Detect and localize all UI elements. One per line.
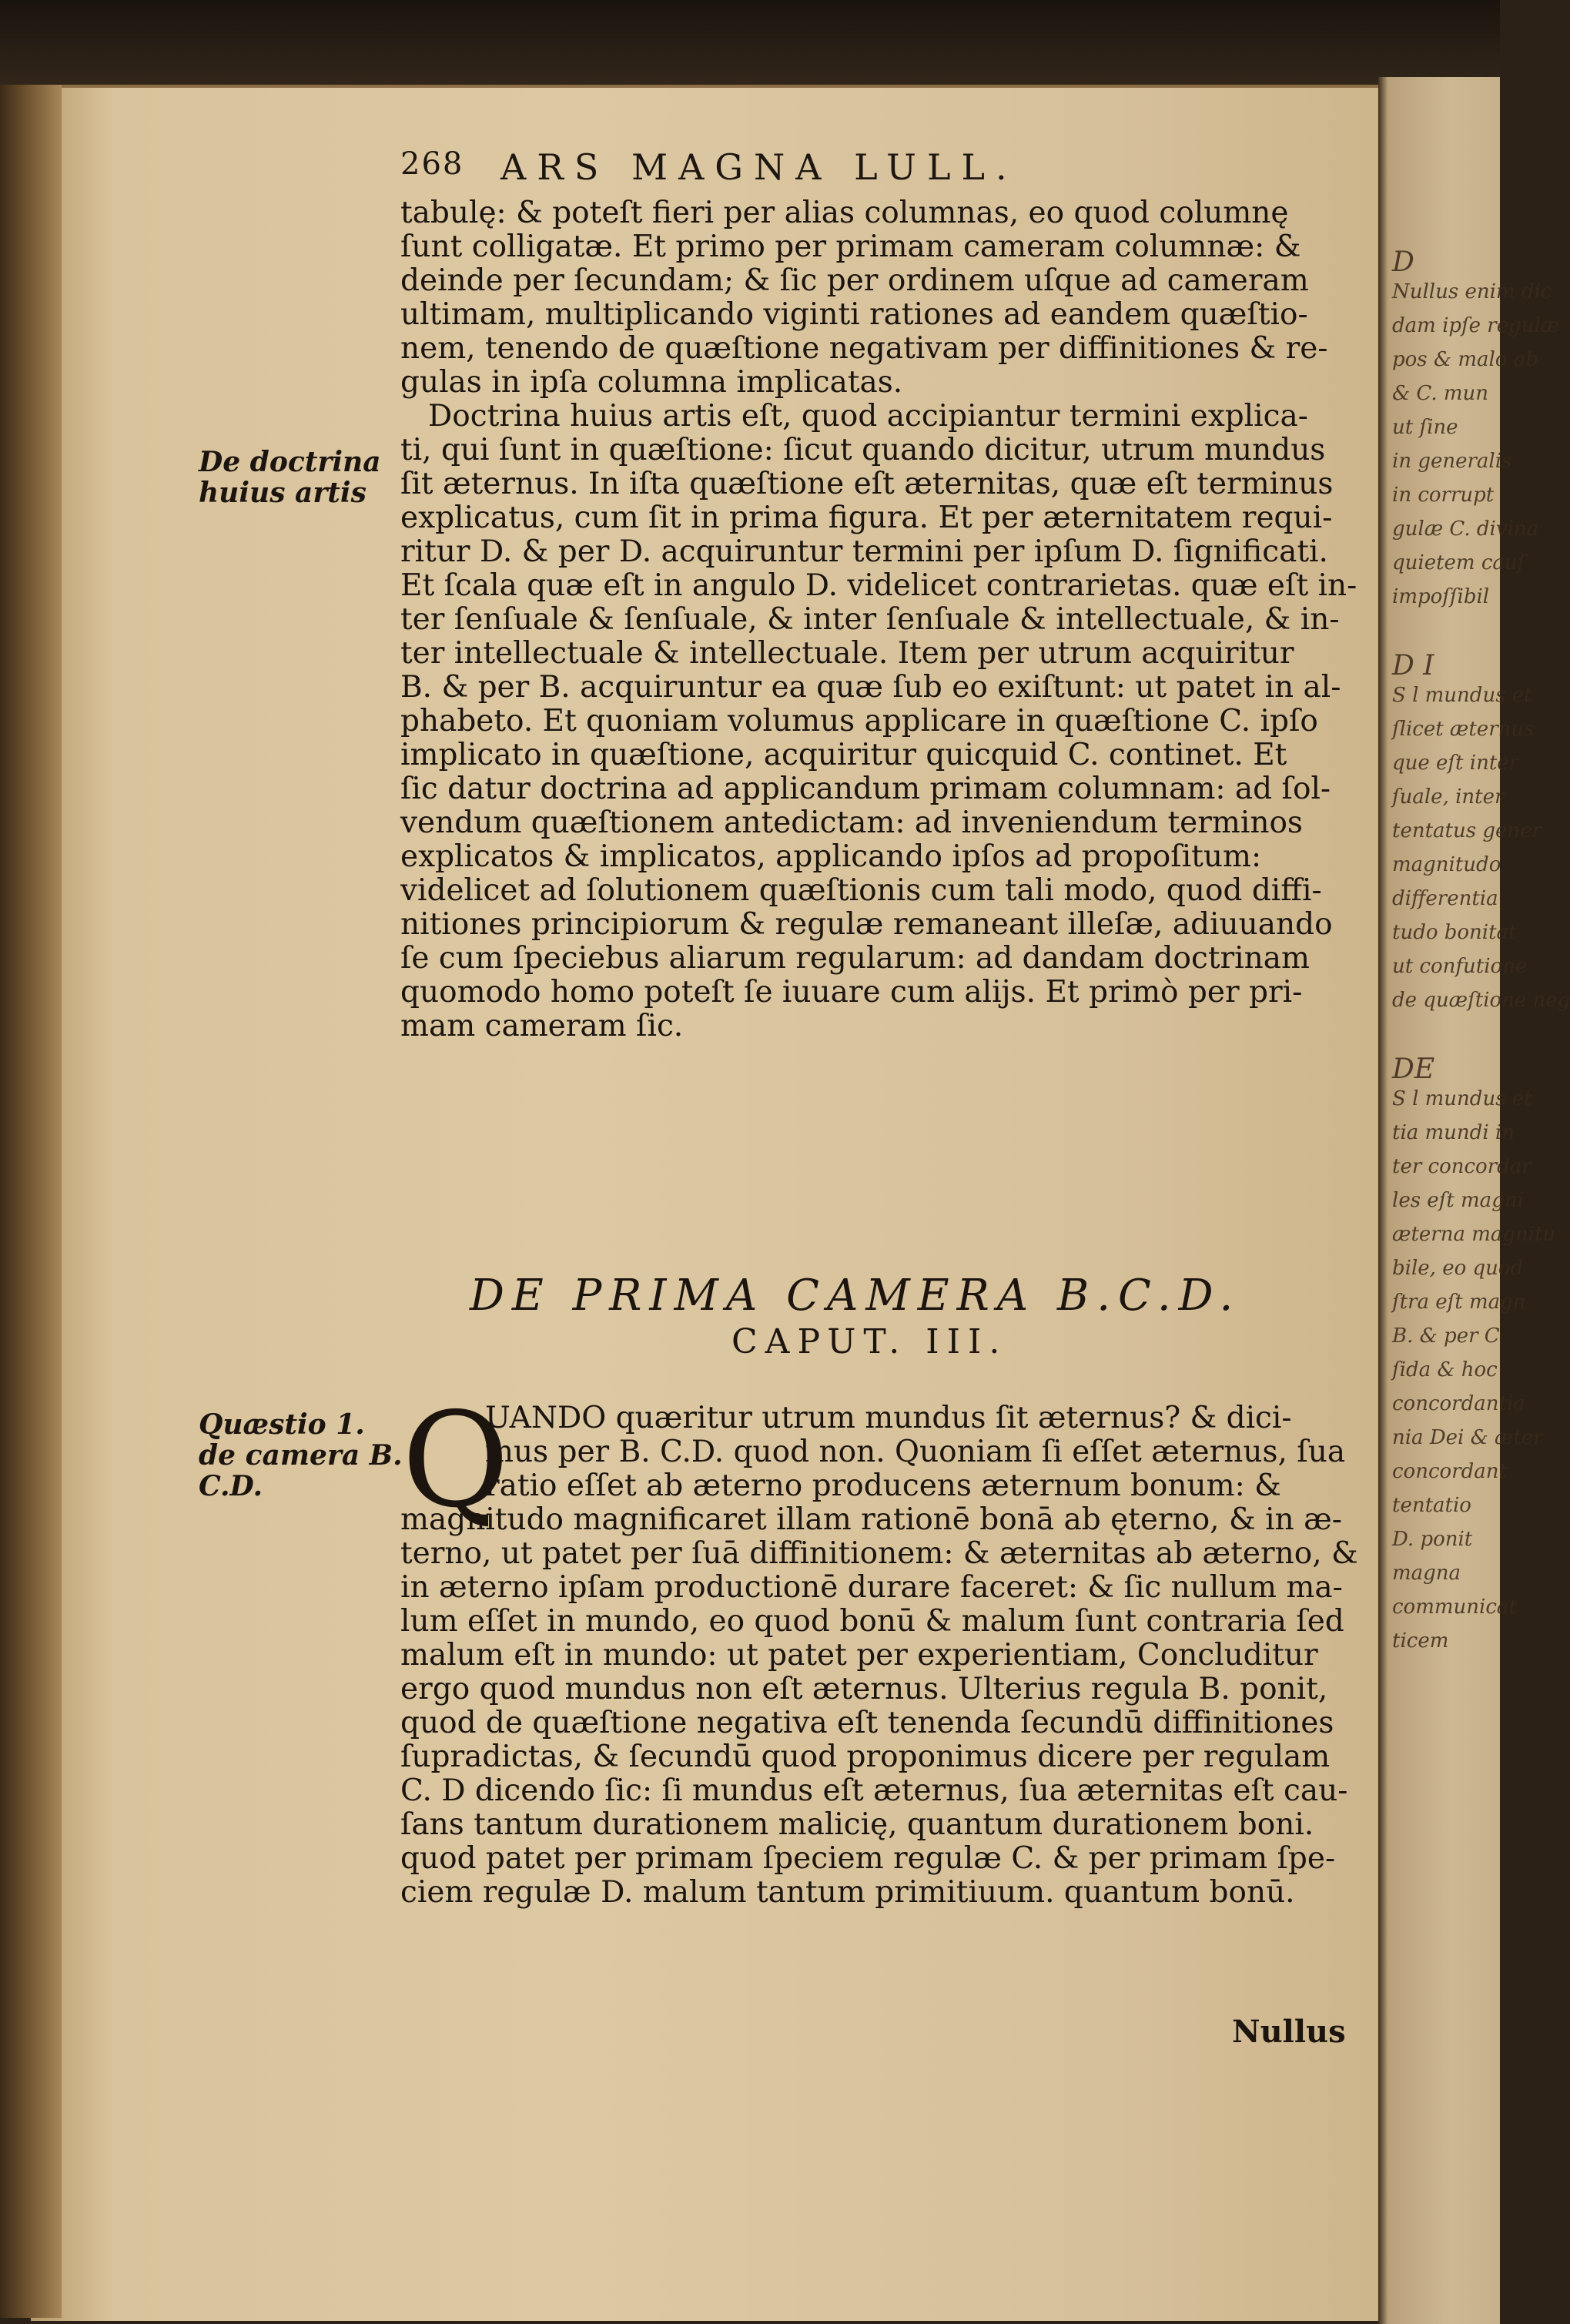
text-line: ter ſenſuale & ſenſuale, & inter ſenſuale & intellectuale, & in- — [400, 602, 1340, 637]
text-line: ſit æternus. In iſta quæſtione eſt æternitas, quæ eſt terminus — [400, 467, 1334, 501]
text-line: ſic datur doctrina ad applicandum primam columnam: ad ſol- — [400, 772, 1331, 806]
text-line: quod patet per primam ſpeciem regulæ C. & per primam ſpe- — [400, 1841, 1336, 1876]
margin-note-line: huius artis — [199, 477, 367, 509]
facing-page-fragment: nia Dei & æter — [1392, 1426, 1543, 1449]
text-line: terno, ut patet per ſuā diffinitionem: & æternitas ab æterno, & — [400, 1536, 1358, 1571]
text-line: ultimam, multiplicando viginti rationes ad eandem quæſtio- — [400, 297, 1308, 332]
text-line: Doctrina huius artis eſt, quod accipiantur termini explica- — [428, 399, 1308, 434]
margin-note-line: De doctrina — [199, 446, 381, 478]
facing-page-fragment: in corrupt — [1392, 484, 1495, 507]
text-line: ti, qui ſunt in quæſtione: ſicut quando dicitur, utrum mundus — [400, 433, 1326, 467]
margin-note-line: Quæstio 1. — [199, 1408, 365, 1441]
text-line: ſunt colligatæ. Et primo per primam cameram columnæ: & — [400, 229, 1301, 264]
running-title: ARS MAGNA LULL. — [500, 146, 1018, 188]
facing-page-fragment: quietem cauſ — [1392, 551, 1525, 574]
facing-page-fragment: Nullus enim dic — [1392, 280, 1552, 303]
text-line: gulas in ipſa columna implicatas. — [400, 365, 903, 400]
drop-capital: Q — [402, 1385, 510, 1537]
text-line: nem, tenendo de quæſtione negativam per diffinitiones & re- — [400, 331, 1328, 366]
facing-page-fragment: concordantia — [1392, 1392, 1525, 1415]
facing-page-fragment: dam ipſe regulæ — [1392, 314, 1560, 337]
text-line: vendum quæſtionem antedictam: ad inveniendum terminos — [400, 805, 1303, 840]
text-line: nitiones principiorum & regulæ remaneant illeſæ, adiuuando — [400, 907, 1333, 942]
binding-gutter — [0, 85, 62, 2318]
facing-page-fragment: ticem — [1392, 1629, 1449, 1653]
facing-page-fragment: tentatus gener — [1392, 819, 1542, 842]
text-line: C. D dicendo ſic: ſi mundus eſt æternus, ſua æternitas eſt cau- — [400, 1773, 1348, 1808]
facing-page-fragment: S l mundus et — [1392, 1087, 1532, 1110]
facing-page-fragment: D. ponit — [1392, 1528, 1473, 1551]
text-line: explicatus, cum ſit in prima figura. Et per æternitatem requi- — [400, 501, 1333, 535]
paragraph-block — [400, 1401, 1358, 1910]
text-line: explicatos & implicatos, applicando ipſos ad propoſitum: — [400, 839, 1262, 874]
facing-page-fragment: ſlicet æternus — [1392, 718, 1535, 741]
facing-page-fragment: tudo bonitat — [1392, 921, 1517, 944]
text-line: ſupradictas, & ſecundū quod proponimus dicere per regulam — [400, 1740, 1331, 1774]
facing-page-fragment: & C. mun — [1392, 382, 1489, 405]
text-line: deinde per ſecundam; & ſic per ordinem uſque ad cameram — [400, 263, 1309, 298]
facing-page-fragment: pos & malo ab — [1392, 348, 1538, 371]
text-line: Et ſcala quæ eſt in angulo D. videlicet contrarietas. quæ eſt in- — [400, 568, 1357, 603]
facing-page-fragment: ſtra eſt magn — [1392, 1291, 1526, 1314]
facing-page-fragment: que eſt inter — [1392, 752, 1519, 775]
text-line: ritur D. & per D. acquiruntur termini per ipſum D. ſignificati. — [400, 534, 1328, 569]
page-number: 268 — [400, 146, 464, 182]
text-line: B. & per B. acquiruntur ea quæ ſub eo exiſtunt: ut patet in al- — [400, 670, 1341, 705]
text-line: implicato in quæſtione, acquiritur quicquid C. continet. Et — [400, 738, 1287, 772]
text-line: mam cameram ſic. — [400, 1009, 684, 1043]
facing-page-fragment: ut confutione — [1392, 955, 1528, 978]
chapter-title: DE PRIMA CAMERA B.C.D. — [470, 1271, 1241, 1321]
facing-page-fragment: de quæſtione neg — [1392, 989, 1570, 1012]
facing-page-fragment: in generalis — [1392, 450, 1512, 473]
facing-page-fragment: ter concordar — [1392, 1155, 1532, 1178]
facing-page-fragment: communicat — [1392, 1596, 1517, 1619]
catchword: Nullus — [1232, 2014, 1346, 2050]
margin-note-line: C.D. — [199, 1470, 263, 1502]
text-line: ergo quod mundus non eſt æternus. Ulterius regula B. ponit, — [400, 1672, 1328, 1706]
text-line: magnitudo magnificaret illam rationē bonā ab ęterno, & in æ- — [400, 1502, 1342, 1537]
text-line: in æterno ipſam productionē durare faceret: & ſic nullum ma- — [400, 1570, 1343, 1605]
facing-page-fragment: æterna magnitu — [1392, 1223, 1556, 1246]
facing-page-fragment: les eſt magni — [1392, 1189, 1524, 1212]
facing-page-fragment: tia mundi in — [1392, 1121, 1515, 1144]
facing-page-fragment: S l mundus et — [1392, 684, 1532, 707]
chapter-subtitle: CAPUT. III. — [731, 1322, 1008, 1361]
text-line: ſe cum ſpeciebus aliarum regularum: ad dandam doctrinam — [400, 941, 1310, 976]
facing-page-fragment: DE — [1392, 1053, 1435, 1085]
facing-page-fragment: magnitudo — [1392, 853, 1501, 876]
text-line: ter intellectuale & intellectuale. Item per utrum acquiritur — [400, 636, 1294, 671]
text-line: ciem regulæ D. malum tantum primitiuum. quantum bonū. — [400, 1875, 1295, 1910]
facing-page-fragment: ſuale, inter — [1392, 785, 1505, 809]
text-line: quod de quæſtione negativa eſt tenenda ſecundū diffinitiones — [400, 1706, 1334, 1740]
facing-page-fragment: magna — [1392, 1562, 1461, 1585]
facing-page-fragment: gulæ C. divina — [1392, 517, 1539, 541]
facing-page-edge — [1378, 77, 1570, 2324]
facing-page-fragment: B. & per C — [1392, 1324, 1500, 1348]
text-line: ſans tantum durationem malicię, quantum durationem boni. — [400, 1807, 1314, 1842]
facing-page-fragment: concordant — [1392, 1460, 1507, 1483]
facing-page-fragment: tentatio — [1392, 1494, 1471, 1517]
facing-page-fragment: D — [1392, 246, 1414, 278]
text-line: malum eſt in mundo: ut patet per experientiam, Concluditur — [400, 1638, 1318, 1673]
paragraph-block — [400, 196, 1357, 1043]
facing-page-fragment: ut ſine — [1392, 416, 1458, 439]
facing-page-fragment: differentia — [1392, 887, 1498, 910]
text-line: tabulę: & poteſt fieri per alias columnas, eo quod columnę — [400, 196, 1289, 230]
text-line: quomodo homo poteſt ſe iuuare cum alijs. Et primò per pri- — [400, 975, 1303, 1010]
margin-note-line: de camera B. — [199, 1439, 403, 1472]
margin-note-doctrina — [199, 447, 381, 508]
text-line: phabeto. Et quoniam volumus applicare in quæſtione C. ipſo — [400, 704, 1318, 738]
text-line: mus per B. C.D. quod non. Quoniam ſi eſſet æternus, ſua — [485, 1435, 1346, 1469]
text-line: ratio eſſet ab æterno producens æternum bonum: & — [485, 1468, 1281, 1503]
facing-page-fragment: bile, eo quod — [1392, 1257, 1524, 1280]
text-line: videlicet ad ſolutionem quæſtionis cum tali modo, quod diffi- — [400, 873, 1322, 908]
facing-page-fragment: ſida & hoc — [1392, 1358, 1498, 1381]
text-line: UANDO quæritur utrum mundus ſit æternus? & dici- — [485, 1401, 1292, 1435]
margin-note-quaestio — [199, 1409, 403, 1502]
facing-page-fragment: impoſſibil — [1392, 585, 1490, 608]
facing-page-fragment: D I — [1392, 650, 1434, 681]
text-line: lum eſſet in mundo, eo quod bonū & malum ſunt contraria ſed — [400, 1604, 1344, 1639]
